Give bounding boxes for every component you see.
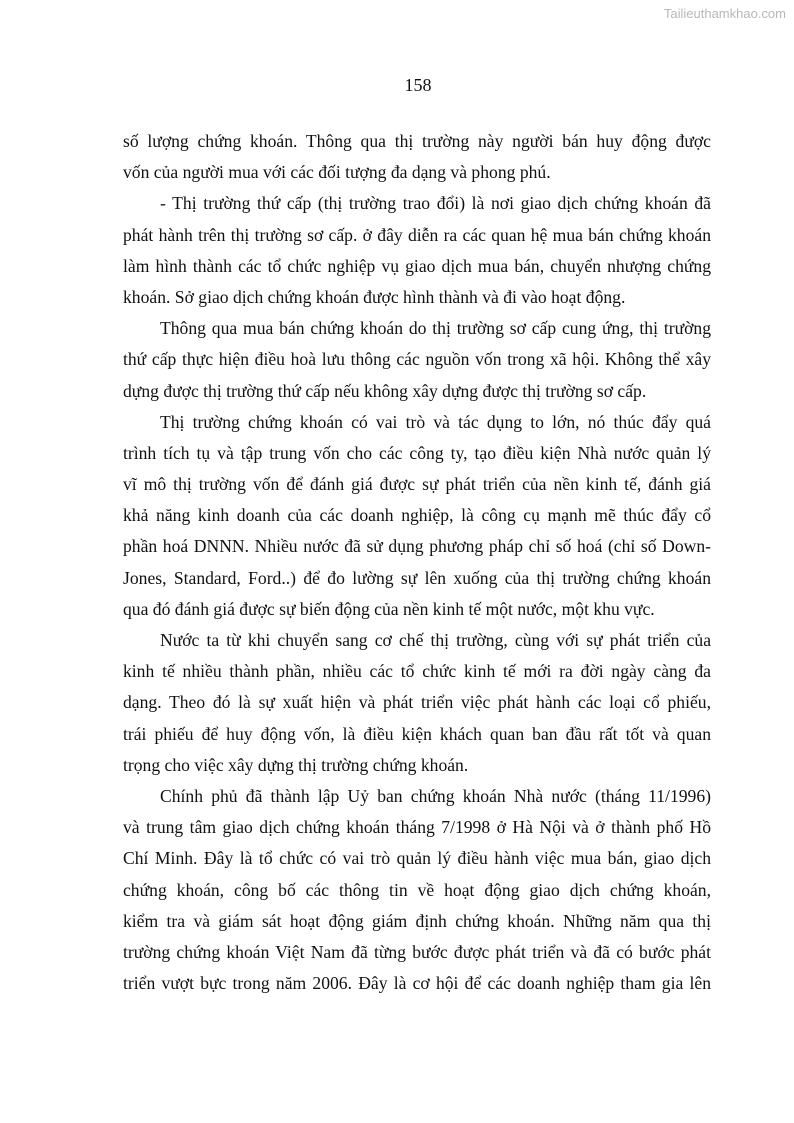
- text-line: Thị trường chứng khoán có vai trò và tác dụng to lớn, nó thúc đẩy quá: [160, 411, 711, 432]
- text-line: vốn của người mua với các đối tượng đa dạng và phong phú.: [123, 162, 551, 183]
- text-line: phát hành trên thị trường sơ cấp. ở đây diễn ra các quan hệ mua bán chứng khoán: [123, 224, 711, 245]
- text-line: phần hoá DNNN. Nhiều nước đã sử dụng phương pháp chỉ số hoá (chỉ số Down-: [123, 536, 711, 557]
- text-line: kinh tế nhiều thành phần, nhiều các tổ chức kinh tế mới ra đời ngày càng đa: [123, 661, 711, 682]
- text-line: khoán. Sở giao dịch chứng khoán được hình thành và đi vào hoạt động.: [123, 286, 626, 307]
- text-line: - Thị trường thứ cấp (thị trường trao đổi) là nơi giao dịch chứng khoán đã: [160, 193, 711, 214]
- document-body: [123, 126, 711, 999]
- page-number: 158: [404, 75, 432, 95]
- text-line: trường chứng khoán Việt Nam đã từng bước được phát triển và đã có bước phát: [123, 941, 711, 962]
- text-line: số lượng chứng khoán. Thông qua thị trường này người bán huy động được: [123, 131, 711, 151]
- text-line: triển vượt bực trong năm 2006. Đây là cơ hội để các doanh nghiệp tham gia lên: [123, 973, 711, 994]
- text-line: trình tích tụ và tập trung vốn cho các công ty, tạo điều kiện Nhà nước quản lý: [123, 442, 711, 463]
- text-line: trái phiếu để huy động vốn, là điều kiện khách quan ban đầu rất tốt và quan: [123, 723, 711, 744]
- watermark: Tailieuthamkhao.com: [663, 6, 786, 21]
- text-line: kiểm tra và giám sát hoạt động giám định chứng khoán. Những năm qua thị: [123, 910, 711, 931]
- text-line: Thông qua mua bán chứng khoán do thị trường sơ cấp cung ứng, thị trường: [160, 318, 711, 339]
- text-line: vĩ mô thị trường vốn để đánh giá được sự phát triển của nền kinh tế, đánh giá: [123, 474, 711, 495]
- text-line: dựng được thị trường thứ cấp nếu không xây dựng được thị trường sơ cấp.: [123, 380, 647, 401]
- text-line: khả năng kinh doanh của các doanh nghiệp, là công cụ mạnh mẽ thúc đẩy cổ: [123, 505, 711, 526]
- text-line: trọng cho việc xây dựng thị trường chứng khoán.: [123, 754, 469, 775]
- text-line: Chí Minh. Đây là tổ chức có vai trò quản lý điều hành việc mua bán, giao dịch: [123, 848, 711, 869]
- text-line: và trung tâm giao dịch chứng khoán tháng 7/1998 ở Hà Nội và ở thành phố Hồ: [123, 817, 711, 838]
- text-line: dạng. Theo đó là sự xuất hiện và phát triển việc phát hành các loại cổ phiếu,: [123, 692, 711, 713]
- text-line: Jones, Standard, Ford..) để đo lường sự lên xuống của thị trường chứng khoán: [123, 567, 711, 588]
- text-line: thứ cấp thực hiện điều hoà lưu thông các nguồn vốn trong xã hội. Không thể xây: [123, 349, 711, 370]
- text-line: làm hình thành các tổ chức nghiệp vụ giao dịch mua bán, chuyển nhượng chứng: [123, 255, 711, 276]
- text-line: chứng khoán, công bố các thông tin về hoạt động giao dịch chứng khoán,: [123, 879, 711, 900]
- text-line: Chính phủ đã thành lập Uỷ ban chứng khoán Nhà nước (tháng 11/1996): [160, 785, 711, 806]
- text-line: Nước ta từ khi chuyển sang cơ chế thị trường, cùng với sự phát triển của: [160, 630, 711, 650]
- text-line: qua đó đánh giá được sự biến động của nền kinh tế một nước, một khu vực.: [123, 598, 655, 619]
